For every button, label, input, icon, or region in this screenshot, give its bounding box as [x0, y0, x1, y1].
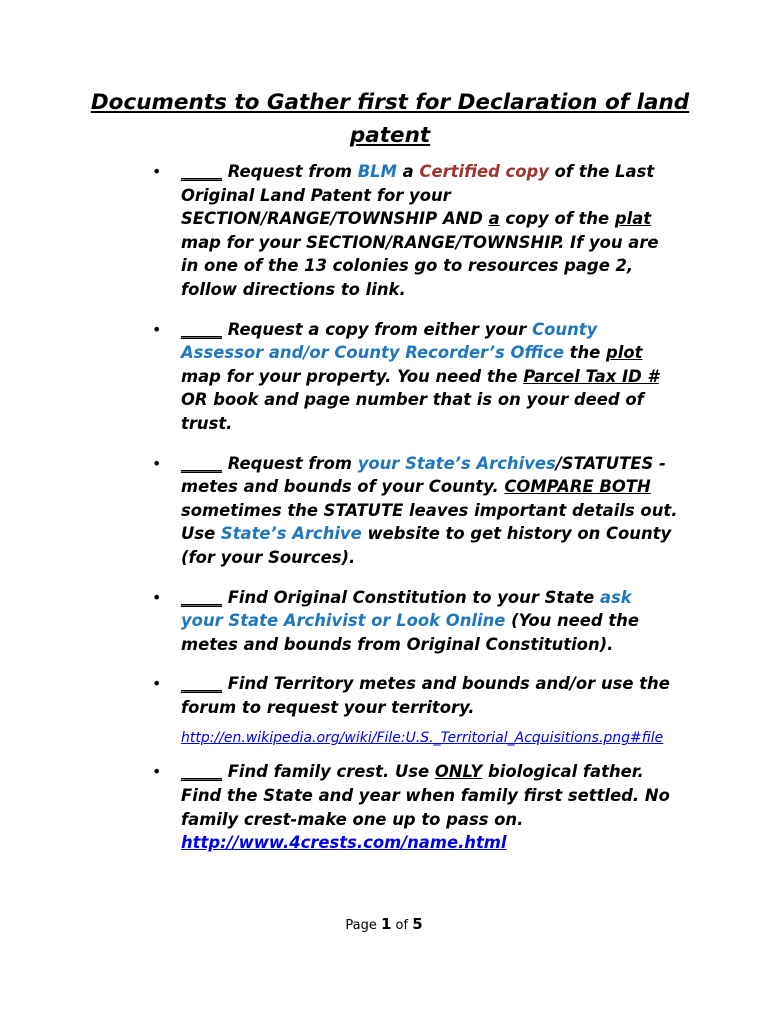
of-label: of — [395, 918, 409, 933]
item-text: biological father. Find the State and year when family first settled. No family crest-make one up to pass on. — [181, 762, 670, 829]
emphasis-a: a — [488, 209, 500, 229]
list-item — [0, 672, 768, 719]
certified-copy-text: Certified copy — [419, 162, 549, 181]
checkbox-blank: _____ — [181, 587, 222, 607]
checkbox-blank: _____ — [181, 453, 222, 473]
item-text: Request from — [221, 453, 358, 473]
item-text: map for your SECTION/RANGE/TOWNSHIP. If you are in one of the 13 colonies go to resources page 2, follow directions to link. — [181, 232, 659, 299]
state-archive-text: State’s Archive — [220, 524, 362, 544]
checkbox-blank: _____ — [181, 162, 222, 181]
emphasis-plot: plot — [605, 343, 643, 363]
territory-link-line — [0, 727, 768, 748]
page-total: 5 — [412, 915, 423, 933]
item-text: Find Original Constitution to your State — [221, 587, 600, 607]
bullet-icon: • — [152, 453, 162, 473]
item-text: of the Last Original Land Patent for your SECTION/RANGE/TOWNSHIP AND — [181, 162, 655, 229]
bullet-icon: • — [152, 762, 162, 782]
state-archives-text: your State’s Archives — [357, 453, 556, 473]
checkbox-blank: _____ — [181, 674, 222, 694]
item-text: website to get history on County (for your Sources). — [181, 524, 672, 567]
checkbox-blank: _____ — [181, 762, 222, 782]
emphasis-only: ONLY — [434, 762, 483, 782]
page-title: Documents to Gather first for Declaration of land patent — [90, 90, 690, 148]
county-office-text: County Assessor and/or County Recorder’s Office — [181, 319, 598, 363]
bullet-icon: • — [152, 162, 162, 181]
checklist — [0, 160, 768, 871]
bullet-icon: • — [152, 674, 162, 694]
item-text: sometimes the STATUTE leaves important details out. Use — [181, 500, 678, 544]
list-item — [0, 586, 768, 657]
item-text: Request a copy from either your — [221, 319, 533, 339]
list-item — [0, 760, 768, 854]
list-item — [0, 318, 768, 436]
item-text: OR book and page number that is on your deed of trust. — [181, 390, 644, 433]
territory-link[interactable]: http://en.wikipedia.org/wiki/File:U.S._Territorial_Acquisitions.png#file — [181, 730, 664, 747]
ask-archivist-text: ask your State Archivist or Look Online — [181, 587, 632, 631]
item-text: the — [563, 343, 606, 363]
emphasis-parcel: Parcel Tax ID # — [523, 366, 659, 386]
bullet-icon: • — [152, 587, 162, 607]
emphasis-plat: plat — [614, 209, 652, 229]
item-text: copy of the — [499, 209, 615, 229]
checkbox-blank: _____ — [181, 319, 222, 339]
list-item — [0, 452, 768, 570]
item-text: Find Territory metes and bounds and/or use the forum to request your territory. — [181, 674, 670, 717]
item-text: a — [396, 162, 420, 181]
item-text: map for your property. You need the — [181, 366, 524, 386]
page-footer — [0, 915, 768, 933]
item-text: /STATUTES - metes and bounds of your County. — [181, 453, 666, 497]
item-text: Find family crest. Use — [221, 762, 435, 782]
list-item — [0, 160, 768, 302]
blm-text: BLM — [357, 162, 397, 181]
page-label: Page — [345, 918, 377, 933]
emphasis-compare: COMPARE BOTH — [504, 477, 651, 497]
page-number: 1 — [380, 915, 392, 933]
item-text: (You need the metes and bounds from Original Constitution). — [181, 611, 639, 654]
item-text: Request from — [221, 162, 358, 181]
bullet-icon: • — [152, 319, 162, 339]
crest-link[interactable]: http://www.4crests.com/name.html — [181, 833, 507, 853]
